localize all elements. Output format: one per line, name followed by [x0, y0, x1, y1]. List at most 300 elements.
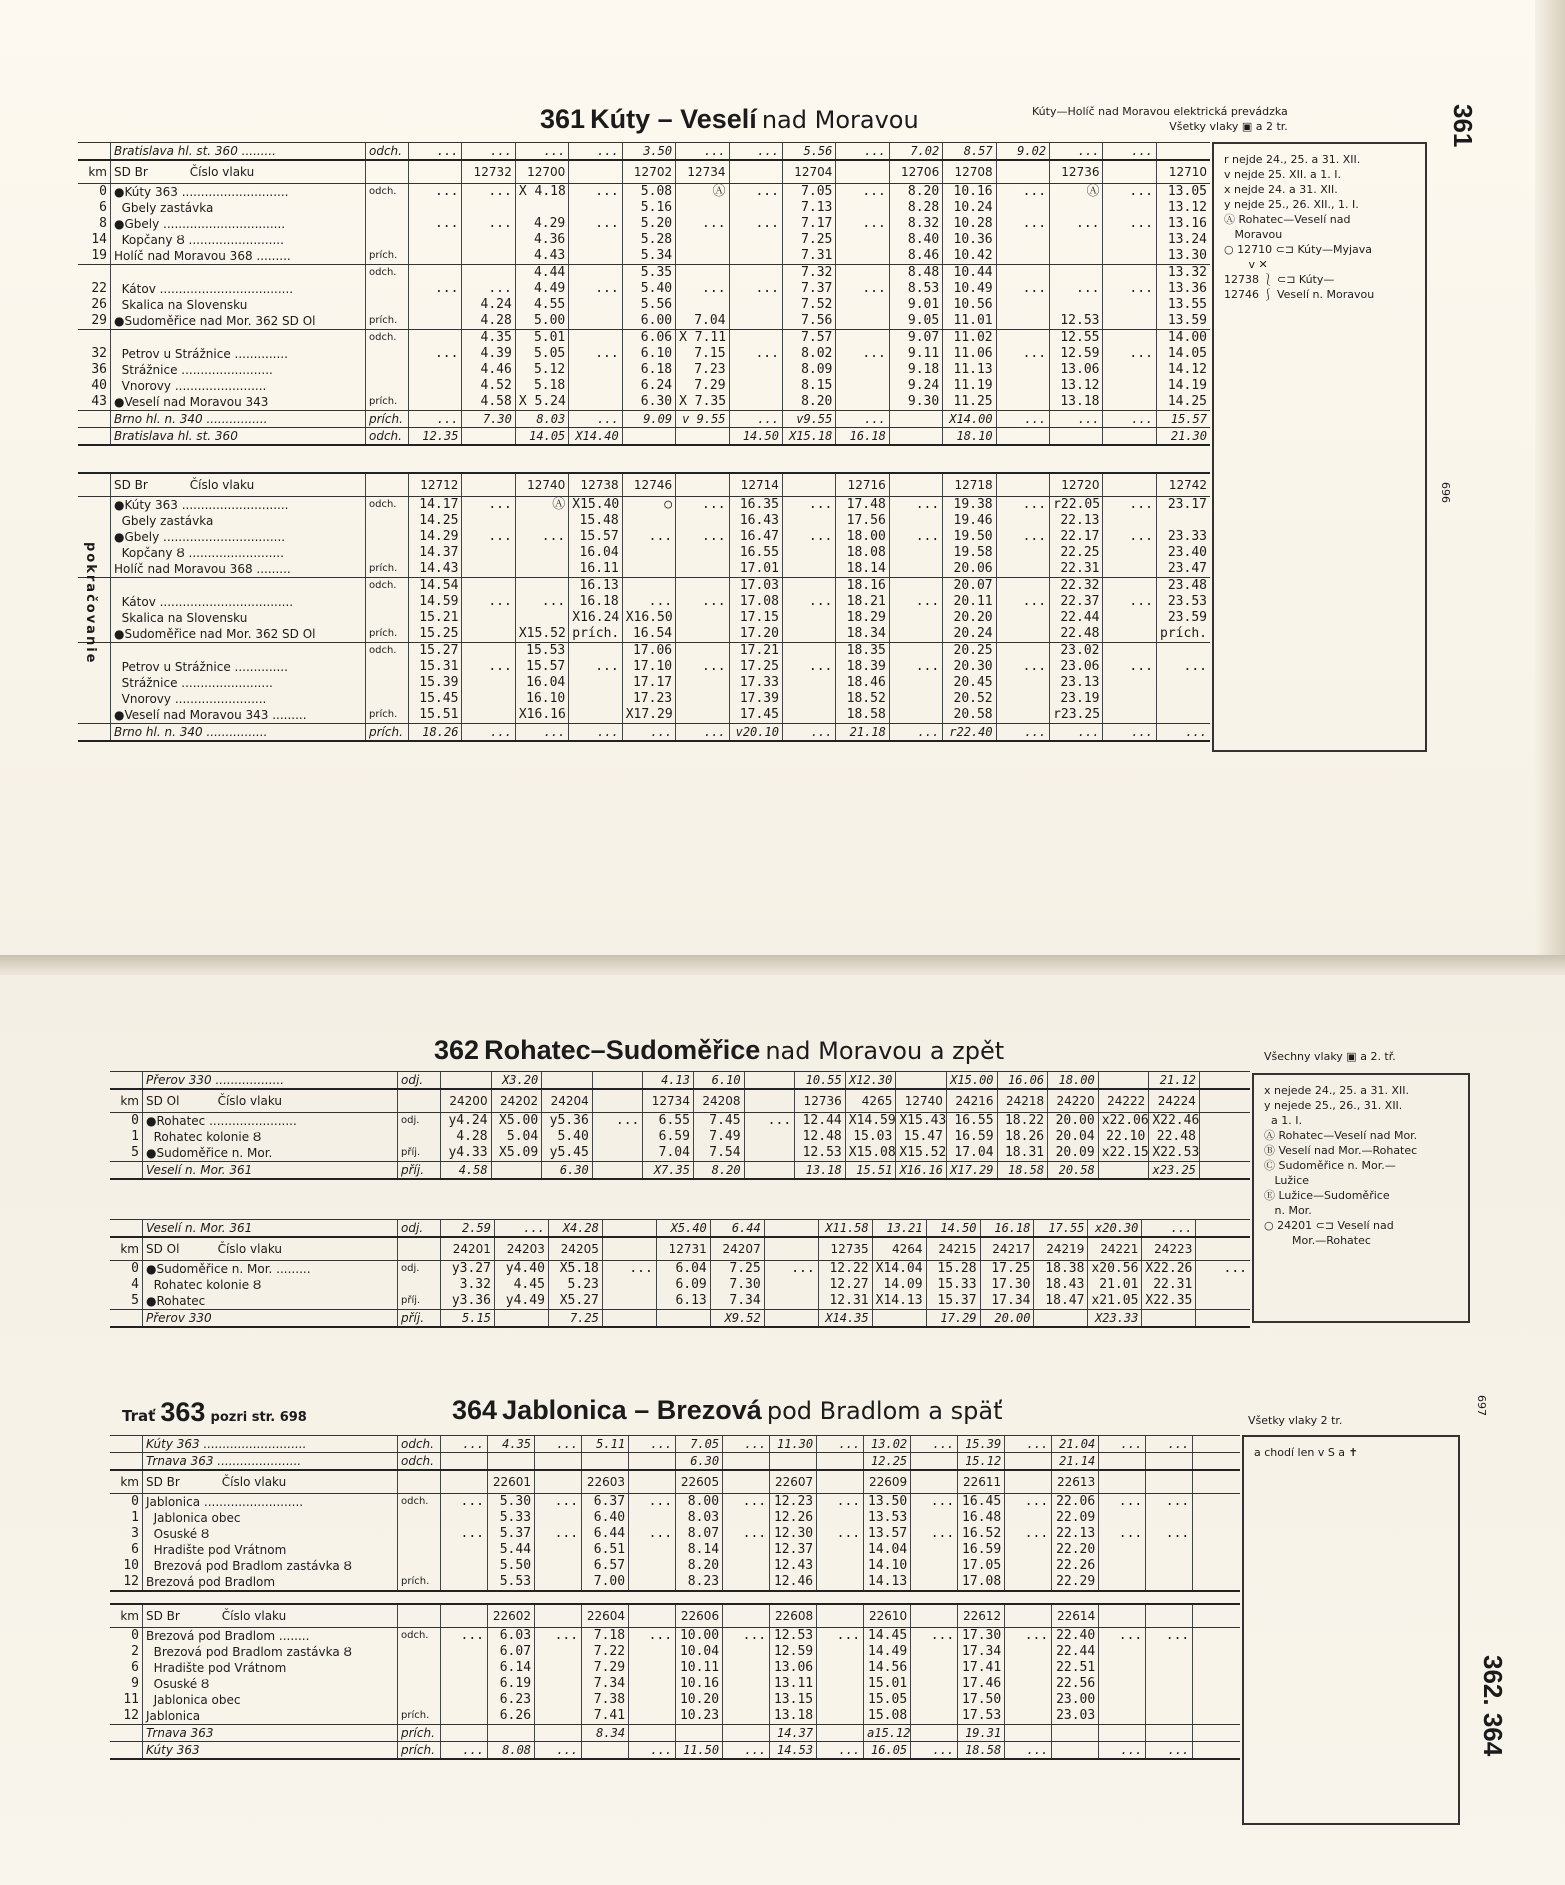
- time-cell: [836, 313, 889, 330]
- header-row: [110, 1604, 1240, 1628]
- time-cell: [1199, 1145, 1250, 1162]
- time-cell: [729, 160, 782, 184]
- time-cell: 11.01: [943, 313, 996, 330]
- time-cell: 20.00: [980, 1310, 1034, 1328]
- time-cell: [569, 248, 622, 265]
- timetable-row: [78, 675, 1210, 691]
- time-cell: [889, 513, 942, 529]
- time-cell: ...: [889, 659, 942, 675]
- station-cell: Veselí n. Mor. 361: [143, 1220, 398, 1238]
- time-cell: ...: [1103, 143, 1156, 161]
- time-cell: 5.15: [441, 1310, 495, 1328]
- time-cell: [569, 707, 622, 724]
- time-cell: 15.27: [409, 643, 462, 660]
- time-cell: [1103, 330, 1156, 347]
- arr-dep-cell: [366, 200, 409, 216]
- station-cell: Trnava 363: [143, 1725, 398, 1742]
- station-cell: SD Br Číslo vlaku: [111, 473, 366, 497]
- arr-dep-cell: [398, 1089, 441, 1113]
- time-cell: [629, 1574, 676, 1591]
- time-cell: [676, 675, 729, 691]
- time-cell: [569, 675, 622, 691]
- time-cell: [629, 1660, 676, 1676]
- time-cell: 8.14: [676, 1542, 723, 1558]
- time-cell: 14.04: [864, 1542, 911, 1558]
- arr-dep-cell: prích.: [398, 1742, 441, 1760]
- station-cell: SD Br Číslo vlaku: [111, 160, 366, 184]
- time-cell: [462, 561, 515, 578]
- time-cell: [1146, 1558, 1193, 1574]
- arr-dep-cell: [398, 1510, 441, 1526]
- time-cell: ...: [569, 346, 622, 362]
- time-cell: 6.30: [622, 394, 675, 411]
- time-cell: 16.54: [622, 626, 675, 643]
- time-cell: 18.52: [836, 691, 889, 707]
- time-cell: [1156, 691, 1210, 707]
- time-cell: X9.52: [710, 1310, 764, 1328]
- timetable-row: [78, 313, 1210, 330]
- timetable-361-lower: [78, 472, 1210, 742]
- time-cell: 6.44: [582, 1526, 629, 1542]
- time-cell: [1050, 200, 1103, 216]
- time-cell: 17.17: [622, 675, 675, 691]
- station-cell: ●Kúty 363 ............................: [111, 184, 366, 201]
- time-cell: X5.18: [548, 1261, 602, 1278]
- timetable-row: [78, 578, 1210, 595]
- time-cell: [817, 1692, 864, 1708]
- time-cell: 14.25: [409, 513, 462, 529]
- time-cell: X12.30: [845, 1072, 896, 1090]
- arr-dep-cell: [398, 1129, 441, 1145]
- time-cell: [817, 1510, 864, 1526]
- time-cell: 18.31: [997, 1145, 1048, 1162]
- title-362: [434, 1035, 1004, 1066]
- time-cell: [836, 160, 889, 184]
- time-cell: ...: [729, 184, 782, 201]
- time-cell: 13.30: [1156, 248, 1210, 265]
- km-cell: [78, 675, 111, 691]
- header-row: [110, 1470, 1240, 1494]
- time-cell: 12734: [676, 160, 729, 184]
- time-cell: 16.18: [980, 1220, 1034, 1238]
- km-cell: 6: [131, 1660, 139, 1675]
- time-cell: [569, 297, 622, 313]
- km-cell: 43: [78, 394, 111, 411]
- time-cell: 24222: [1098, 1089, 1149, 1113]
- time-cell: 22609: [864, 1470, 911, 1494]
- time-cell: [515, 578, 568, 595]
- time-cell: 22608: [770, 1604, 817, 1628]
- time-cell: 8.23: [676, 1574, 723, 1591]
- km-cell: [110, 1162, 143, 1180]
- connection-row: [110, 1742, 1240, 1760]
- time-cell: [569, 160, 622, 184]
- time-cell: ...: [1103, 184, 1156, 201]
- time-cell: 15.37: [926, 1293, 980, 1310]
- time-cell: 14.05: [515, 428, 568, 446]
- time-cell: [1103, 362, 1156, 378]
- time-cell: 22.31: [1142, 1277, 1196, 1293]
- station-cell: Brno hl. n. 340 ................: [111, 411, 366, 428]
- time-cell: [911, 1453, 958, 1471]
- time-cell: 20.45: [943, 675, 996, 691]
- title-bold: Jablonica – Brezová: [502, 1395, 762, 1425]
- time-cell: 12720: [1050, 473, 1103, 497]
- time-cell: 17.56: [836, 513, 889, 529]
- time-cell: 8.53: [889, 281, 942, 297]
- time-cell: 7.34: [582, 1676, 629, 1692]
- station-cell: Kátov ...................................: [111, 594, 366, 610]
- time-cell: [494, 1310, 548, 1328]
- time-cell: 9.24: [889, 378, 942, 394]
- timetable-row: [110, 1558, 1240, 1574]
- time-cell: [996, 545, 1049, 561]
- time-cell: [764, 1293, 818, 1310]
- time-cell: 15.28: [926, 1261, 980, 1278]
- time-cell: 9.01: [889, 297, 942, 313]
- time-cell: 12.53: [795, 1145, 846, 1162]
- time-cell: [582, 1453, 629, 1471]
- time-cell: 10.42: [943, 248, 996, 265]
- time-cell: [996, 707, 1049, 724]
- time-cell: [462, 610, 515, 626]
- time-cell: [1005, 1453, 1052, 1471]
- time-cell: [462, 691, 515, 707]
- km-cell: [78, 497, 111, 514]
- time-cell: 13.57: [864, 1526, 911, 1542]
- time-cell: ...: [676, 216, 729, 232]
- time-cell: ...: [911, 1436, 958, 1453]
- time-cell: 8.20: [676, 1558, 723, 1574]
- arr-dep-cell: odch.: [398, 1436, 441, 1453]
- time-cell: ...: [1103, 216, 1156, 232]
- time-cell: [1146, 1708, 1193, 1725]
- time-cell: 12.22: [818, 1261, 872, 1278]
- time-cell: [996, 513, 1049, 529]
- time-cell: 18.26: [409, 724, 462, 742]
- time-cell: [782, 675, 835, 691]
- time-cell: 6.18: [622, 362, 675, 378]
- time-cell: 12.37: [770, 1542, 817, 1558]
- time-cell: 7.25: [782, 232, 835, 248]
- time-cell: y4.33: [441, 1145, 492, 1162]
- time-cell: 6.13: [656, 1293, 710, 1310]
- time-cell: 12.26: [770, 1510, 817, 1526]
- station-cell: Brno hl. n. 340 ................: [111, 724, 366, 742]
- time-cell: 20.11: [943, 594, 996, 610]
- time-cell: [629, 1604, 676, 1628]
- time-cell: y3.36: [441, 1293, 495, 1310]
- time-cell: [889, 691, 942, 707]
- time-cell: [1099, 1542, 1146, 1558]
- arr-dep-cell: [366, 346, 409, 362]
- time-cell: [1050, 428, 1103, 446]
- time-cell: [515, 513, 568, 529]
- time-cell: X3.20: [491, 1072, 542, 1090]
- time-cell: 5.53: [488, 1574, 535, 1591]
- time-cell: [462, 513, 515, 529]
- time-cell: 11.06: [943, 346, 996, 362]
- arr-dep-cell: [366, 362, 409, 378]
- timetable-row: [110, 1145, 1250, 1162]
- time-cell: ...: [592, 1113, 643, 1130]
- time-cell: [836, 378, 889, 394]
- time-cell: 5.50: [488, 1558, 535, 1574]
- timetable-row: [78, 265, 1210, 282]
- time-cell: 5.40: [622, 281, 675, 297]
- time-cell: [515, 545, 568, 561]
- station-cell: Hradište pod Vrátnom: [143, 1542, 398, 1558]
- time-cell: [1098, 1162, 1149, 1180]
- time-cell: 16.06: [997, 1072, 1048, 1090]
- time-cell: 7.15: [676, 346, 729, 362]
- connection-row: [78, 724, 1210, 742]
- timetable-row: [78, 707, 1210, 724]
- arr-dep-cell: prích.: [366, 394, 409, 411]
- time-cell: 12.59: [1050, 346, 1103, 362]
- time-cell: [817, 1558, 864, 1574]
- time-cell: 21.14: [1052, 1453, 1099, 1471]
- timetable-row: [78, 513, 1210, 529]
- time-cell: [1050, 232, 1103, 248]
- time-cell: [1099, 1676, 1146, 1692]
- km-cell: km: [78, 160, 111, 184]
- time-cell: [1050, 297, 1103, 313]
- time-cell: v 9.55: [676, 411, 729, 428]
- time-cell: [1199, 1113, 1250, 1130]
- time-cell: [1146, 1644, 1193, 1660]
- time-cell: ...: [996, 184, 1049, 201]
- time-cell: 7.49: [693, 1129, 744, 1145]
- time-cell: 22610: [864, 1604, 911, 1628]
- time-cell: ...: [1050, 411, 1103, 428]
- time-cell: [622, 578, 675, 595]
- time-cell: 22.25: [1050, 545, 1103, 561]
- time-cell: 18.38: [1034, 1261, 1088, 1278]
- time-cell: X15.40: [569, 497, 622, 514]
- time-cell: 5.18: [515, 378, 568, 394]
- time-cell: ...: [622, 529, 675, 545]
- time-cell: 22.56: [1052, 1676, 1099, 1692]
- time-cell: 16.45: [958, 1494, 1005, 1511]
- time-cell: 5.28: [622, 232, 675, 248]
- time-cell: 15.57: [1156, 411, 1210, 428]
- time-cell: ...: [782, 659, 835, 675]
- km-cell: [78, 411, 111, 428]
- time-cell: [723, 1660, 770, 1676]
- arr-dep-cell: prích.: [398, 1725, 441, 1742]
- time-cell: ...: [409, 143, 462, 161]
- note-361: [1032, 104, 1288, 134]
- time-cell: [744, 1089, 795, 1113]
- time-cell: 24203: [494, 1237, 548, 1261]
- title-rest: pod Bradlom a späť: [766, 1397, 1003, 1425]
- time-cell: [409, 232, 462, 248]
- arr-dep-cell: [366, 232, 409, 248]
- time-cell: ...: [515, 724, 568, 742]
- time-cell: [1103, 513, 1156, 529]
- time-cell: ...: [629, 1628, 676, 1645]
- time-cell: ...: [1103, 497, 1156, 514]
- arr-dep-cell: [398, 1692, 441, 1708]
- time-cell: ...: [569, 281, 622, 297]
- time-cell: 8.48: [889, 265, 942, 282]
- time-cell: ...: [889, 594, 942, 610]
- time-cell: 7.38: [582, 1692, 629, 1708]
- page-number-696: 696: [1439, 482, 1452, 503]
- time-cell: [1005, 1574, 1052, 1591]
- time-cell: ...: [409, 346, 462, 362]
- time-cell: [1103, 313, 1156, 330]
- time-cell: [911, 1660, 958, 1676]
- time-cell: [1103, 378, 1156, 394]
- title-bold: Kúty – Veselí: [590, 104, 757, 134]
- station-cell: ●Kúty 363 ............................: [111, 497, 366, 514]
- time-cell: 12718: [943, 473, 996, 497]
- arr-dep-cell: odch.: [366, 184, 409, 201]
- arr-dep-cell: [398, 1237, 441, 1261]
- time-cell: [1193, 1542, 1240, 1558]
- time-cell: [1099, 1692, 1146, 1708]
- time-cell: [535, 1574, 582, 1591]
- time-cell: ...: [462, 659, 515, 675]
- timetable-row: [78, 362, 1210, 378]
- km-cell: 1: [131, 1510, 139, 1525]
- time-cell: 17.46: [958, 1676, 1005, 1692]
- time-cell: 8.09: [782, 362, 835, 378]
- time-cell: 4.49: [515, 281, 568, 297]
- time-cell: 16.05: [864, 1742, 911, 1760]
- time-cell: [535, 1604, 582, 1628]
- time-cell: ...: [723, 1742, 770, 1760]
- time-cell: ...: [515, 594, 568, 610]
- time-cell: 7.30: [710, 1277, 764, 1293]
- time-cell: [836, 232, 889, 248]
- time-cell: 16.11: [569, 561, 622, 578]
- station-cell: SD Br Číslo vlaku: [143, 1470, 398, 1494]
- time-cell: ...: [1146, 1628, 1193, 1645]
- time-cell: 10.36: [943, 232, 996, 248]
- time-cell: ...: [1005, 1436, 1052, 1453]
- time-cell: ...: [535, 1436, 582, 1453]
- time-cell: [535, 1644, 582, 1660]
- time-cell: [996, 160, 1049, 184]
- time-cell: [1193, 1742, 1240, 1760]
- time-cell: 17.50: [958, 1692, 1005, 1708]
- time-cell: [1193, 1558, 1240, 1574]
- time-cell: 4.52: [462, 378, 515, 394]
- time-cell: [1193, 1510, 1240, 1526]
- time-cell: 8.57: [943, 143, 996, 161]
- time-cell: 18.58: [997, 1162, 1048, 1180]
- time-cell: 11.13: [943, 362, 996, 378]
- time-cell: 20.09: [1048, 1145, 1099, 1162]
- title-rest: nad Moravou a zpět: [765, 1037, 1005, 1065]
- time-cell: 10.00: [676, 1628, 723, 1645]
- km-cell: 3: [131, 1526, 139, 1541]
- time-cell: 14.09: [872, 1277, 926, 1293]
- time-cell: 23.00: [1052, 1692, 1099, 1708]
- time-cell: ...: [836, 143, 889, 161]
- time-cell: [1103, 428, 1156, 446]
- time-cell: X22.53: [1149, 1145, 1200, 1162]
- time-cell: ...: [1005, 1742, 1052, 1760]
- timetable-row: [110, 1574, 1240, 1591]
- time-cell: [535, 1725, 582, 1742]
- time-cell: 8.34: [582, 1725, 629, 1742]
- time-cell: ...: [622, 724, 675, 742]
- time-cell: [1196, 1237, 1250, 1261]
- time-cell: 24220: [1048, 1089, 1099, 1113]
- km-cell: 0: [131, 1628, 139, 1643]
- title-rest: nad Moravou: [761, 106, 919, 134]
- time-cell: [569, 200, 622, 216]
- time-cell: [535, 1558, 582, 1574]
- time-cell: ...: [515, 529, 568, 545]
- timetable-row: [110, 1542, 1240, 1558]
- time-cell: ...: [836, 216, 889, 232]
- time-cell: ...: [676, 281, 729, 297]
- time-cell: 12.53: [1050, 313, 1103, 330]
- arr-dep-cell: [366, 529, 409, 545]
- time-cell: 8.08: [488, 1742, 535, 1760]
- time-cell: [1103, 473, 1156, 497]
- time-cell: [535, 1676, 582, 1692]
- station-cell: Holíč nad Moravou 368 .........: [111, 248, 366, 265]
- time-cell: [996, 232, 1049, 248]
- time-cell: 6.51: [582, 1542, 629, 1558]
- timetable-row: [78, 200, 1210, 216]
- arr-dep-cell: [398, 1676, 441, 1692]
- station-cell: ●Sudoměřice nad Mor. 362 SD Ol: [111, 313, 366, 330]
- time-cell: [1146, 1470, 1193, 1494]
- time-cell: 18.29: [836, 610, 889, 626]
- time-cell: 22606: [676, 1604, 723, 1628]
- time-cell: [1099, 1558, 1146, 1574]
- arr-dep-cell: prích.: [366, 561, 409, 578]
- time-cell: [1103, 297, 1156, 313]
- time-cell: X 4.18: [515, 184, 568, 201]
- time-cell: [729, 200, 782, 216]
- time-cell: ...: [676, 529, 729, 545]
- time-cell: 18.16: [836, 578, 889, 595]
- title-number: 364: [452, 1395, 498, 1425]
- time-cell: ...: [723, 1628, 770, 1645]
- time-cell: [1005, 1542, 1052, 1558]
- time-cell: [1103, 707, 1156, 724]
- station-cell: ●Sudoměřice n. Mor. .........: [143, 1261, 398, 1278]
- time-cell: 22.31: [1050, 561, 1103, 578]
- time-cell: [729, 313, 782, 330]
- km-cell: [78, 330, 111, 347]
- station-cell: ●Rohatec: [143, 1293, 398, 1310]
- km-cell: [78, 428, 111, 446]
- time-cell: 12704: [782, 160, 835, 184]
- time-cell: 4.35: [462, 330, 515, 347]
- time-cell: 7.25: [710, 1261, 764, 1278]
- time-cell: 13.12: [1156, 200, 1210, 216]
- time-cell: [592, 1145, 643, 1162]
- time-cell: [676, 200, 729, 216]
- time-cell: ...: [441, 1436, 488, 1453]
- station-cell: Rohatec kolonie Ȣ: [143, 1129, 398, 1145]
- time-cell: ...: [782, 529, 835, 545]
- time-cell: ...: [911, 1628, 958, 1645]
- station-cell: Brezová pod Bradlom zastávka Ȣ: [143, 1558, 398, 1574]
- time-cell: 7.25: [548, 1310, 602, 1328]
- time-cell: 14.37: [409, 545, 462, 561]
- time-cell: ...: [629, 1742, 676, 1760]
